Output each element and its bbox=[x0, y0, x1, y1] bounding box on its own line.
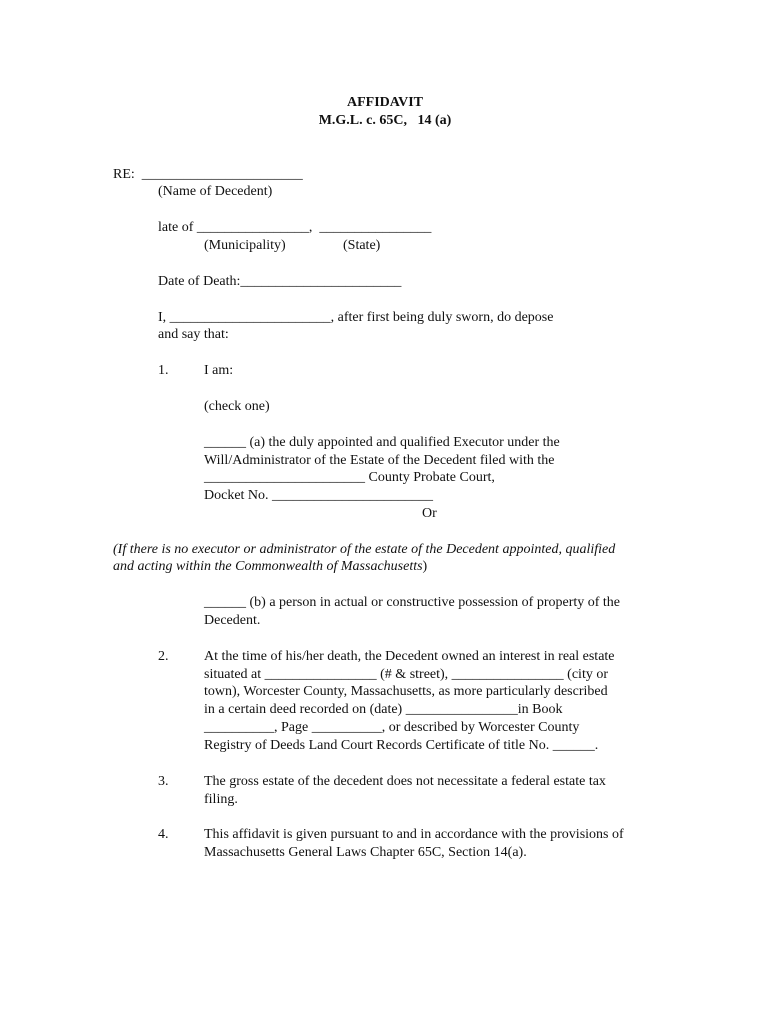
item-3-number: 3. bbox=[158, 774, 169, 789]
item-2-line: in a certain deed recorded on (date) ________________in Book bbox=[204, 702, 563, 717]
option-a-line-1: ______ (a) the duly appointed and qualified Executor under the bbox=[204, 435, 560, 450]
intro-line-2: and say that: bbox=[158, 327, 229, 342]
item-3-line: filing. bbox=[204, 792, 238, 807]
item-4-line: Massachusetts General Laws Chapter 65C, Section 14(a). bbox=[204, 845, 527, 860]
document-subtitle: M.G.L. c. 65C, 14 (a) bbox=[318, 113, 452, 128]
item-2-line: town), Worcester County, Massachusetts, as more particularly described bbox=[204, 684, 608, 699]
option-a-line-3: _______________________ County Probate Court, bbox=[204, 470, 495, 485]
item-2-line: situated at ________________ (# & street), ________________ (city or bbox=[204, 667, 608, 682]
item-1-number: 1. bbox=[158, 363, 169, 378]
late-of-line: late of ________________, ________________ bbox=[158, 220, 432, 235]
note-line-1: (If there is no executor or administrator of the estate of the Decedent appointed, qualified bbox=[113, 542, 616, 557]
option-a-line-4: Docket No. _______________________ bbox=[204, 488, 434, 503]
option-b-line-2: Decedent. bbox=[204, 613, 261, 628]
intro-line-1: I, _______________________, after first being duly sworn, do depose bbox=[158, 310, 554, 325]
re-line: RE: _______________________ bbox=[113, 167, 303, 182]
municipality-caption: (Municipality) bbox=[204, 238, 286, 253]
item-2-line: __________, Page __________, or described by Worcester County bbox=[204, 720, 580, 735]
item-3-line: The gross estate of the decedent does not necessitate a federal estate tax bbox=[204, 774, 606, 789]
option-b-line-1: ______ (b) a person in actual or constructive possession of property of the bbox=[204, 595, 621, 610]
item-4-number: 4. bbox=[158, 827, 169, 842]
note-line-2-end: ) bbox=[422, 559, 428, 574]
or-separator: Or bbox=[422, 506, 437, 521]
note-line-2 bbox=[113, 558, 427, 576]
note-line-2-italic: and acting within the Commonwealth of Massachusetts bbox=[113, 559, 423, 574]
check-one-label: (check one) bbox=[204, 399, 270, 414]
item-4-line: This affidavit is given pursuant to and in accordance with the provisions of bbox=[204, 827, 624, 842]
item-2-line: Registry of Deeds Land Court Records Certificate of title No. ______. bbox=[204, 738, 599, 753]
date-of-death-line: Date of Death:_______________________ bbox=[158, 274, 402, 289]
item-2-number: 2. bbox=[158, 649, 169, 664]
item-2-line: At the time of his/her death, the Decedent owned an interest in real estate bbox=[204, 649, 615, 664]
document-title: AFFIDAVIT bbox=[347, 95, 423, 110]
option-a-line-2: Will/Administrator of the Estate of the Decedent filed with the bbox=[204, 453, 555, 468]
state-caption: (State) bbox=[343, 238, 381, 253]
item-1-text: I am: bbox=[204, 363, 234, 378]
decedent-name-caption: (Name of Decedent) bbox=[158, 184, 273, 199]
